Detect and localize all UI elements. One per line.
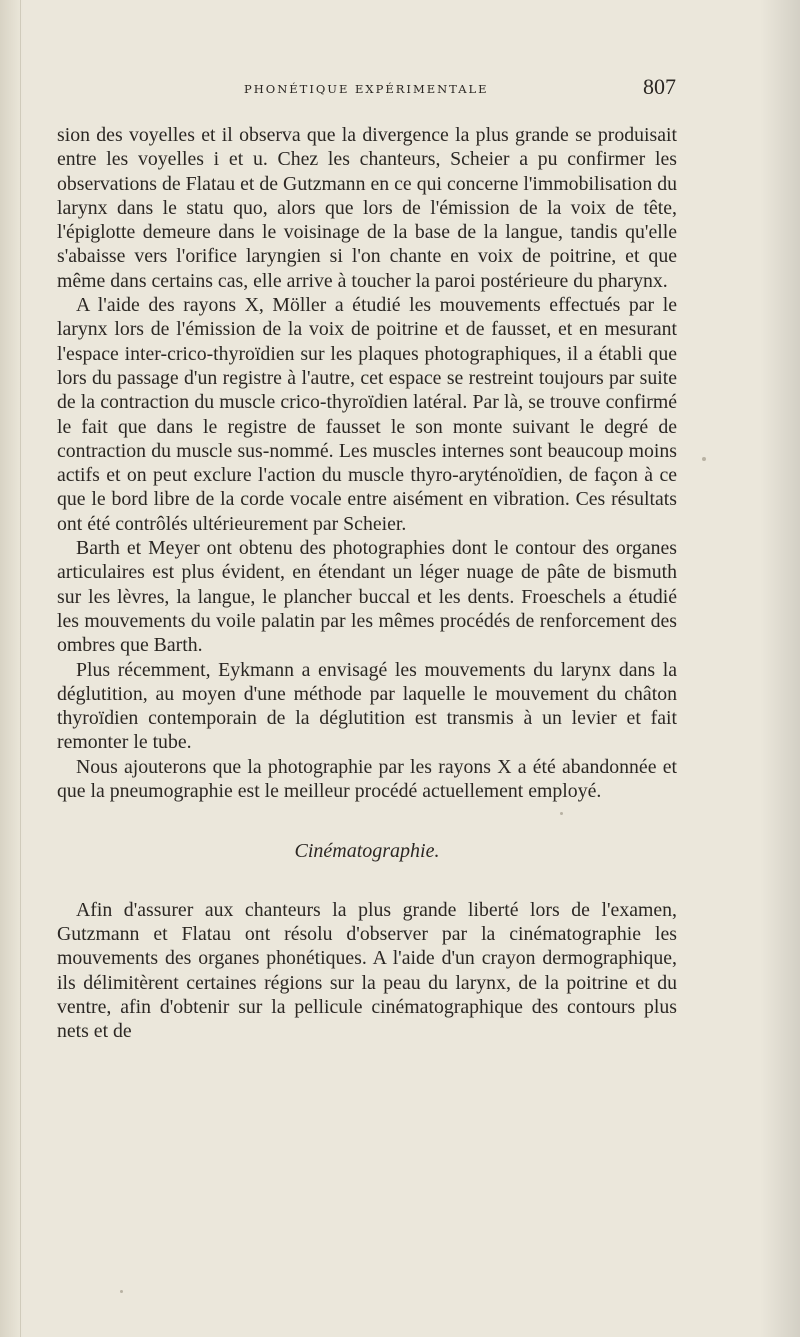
- paragraph: Afin d'assurer aux chanteurs la plus grande liberté lors de l'examen, Gutzmann et Flatau ont résolu d'observer par la cinématographie les mouvements des organes phonétiques. A l'aide d'un crayon dermographique, ils délimitèrent certaines régions sur la peau du larynx, de la poitrine et du ventre, afin d'obtenir sur la pellicule cinématographique des contours plus nets et de: [57, 898, 677, 1043]
- paper-speck: [702, 457, 706, 461]
- binding-edge: [0, 0, 21, 1337]
- paragraph: A l'aide des rayons X, Möller a étudié les mouvements effectués par le larynx lors de l'émission de la voix de poitrine et de fausset, et en mesurant l'espace inter-crico-thyroïdien sur les plaques photographiques, il a établi que lors du passage d'un registre à l'autre, cet espace se restreint toujours par suite de la contraction du muscle crico-thyroïdien latéral. Par là, se trouve confirmé le fait que dans le registre de fausset le son monte suivant le degré de contraction du muscle sus-nommé. Les muscles internes sont beaucoup moins actifs et on peut exclure l'action du muscle thyro-aryténoïdien, de façon à ce que le bord libre de la corde vocale entre aisément en vibration. Ces résultats ont été contrôlés ultérieurement par Scheier.: [57, 294, 677, 535]
- paragraph: Nous ajouterons que la photographie par les rayons X a été abandonnée et que la pneumographie est le meilleur procédé actuellement employé.: [57, 755, 677, 803]
- paragraph: Barth et Meyer ont obtenu des photographies dont le contour des organes articulaires est plus évident, en étendant un léger nuage de pâte de bismuth sur les lèvres, la langue, le plancher buccal et les dents. Froeschels a étudié les mouvements du voile palatin par les mêmes procédés de renforcement des ombres que Barth.: [57, 537, 677, 657]
- page-header: [56, 72, 676, 104]
- paragraph: Plus récemment, Eykmann a envisagé les mouvements du larynx dans la déglutition, au moyen d'une méthode par laquelle le mouvement du châton thyroïdien contemporain de la déglutition est transmis à un levier et fait remonter le tube.: [57, 658, 677, 754]
- paragraph: sion des voyelles et il observa que la divergence la plus grande se produisait entre les voyelles i et u. Chez les chanteurs, Scheier a pu confirmer les observations de Flatau et de Gutzmann en ce qui concerne l'immobilisation du larynx dans le statu quo, alors que lors de l'émission de la voix de tête, l'épiglotte demeure dans le voisinage de la base de la langue, tandis qu'elle s'abaisse vers l'orifice laryngien si l'on chante en voix de poitrine, et que même dans certains cas, elle arrive à toucher la paroi postérieure du pharynx.: [57, 124, 677, 292]
- section-title: Cinématographie.: [294, 840, 440, 863]
- paper-speck: [120, 1290, 123, 1293]
- running-title: PHONÉTIQUE EXPÉRIMENTALE: [244, 82, 489, 96]
- page-number: 807: [643, 74, 676, 99]
- paper-speck: [560, 812, 563, 815]
- body-text: [57, 123, 677, 1043]
